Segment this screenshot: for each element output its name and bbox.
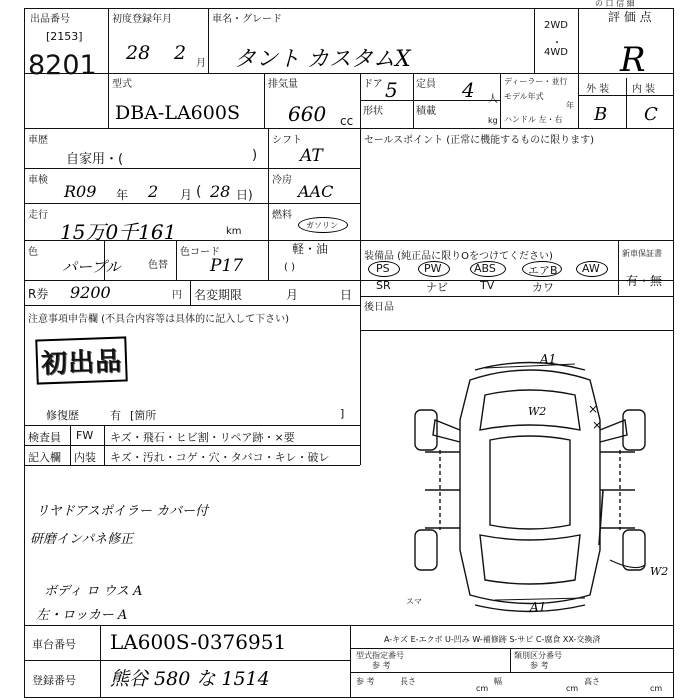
inspection-year-unit: 年: [116, 188, 129, 202]
equip-sr: SR: [376, 279, 391, 292]
recycle-yen: 円: [172, 290, 182, 301]
mileage-unit: km: [226, 226, 242, 237]
inspector-fw: FW: [76, 429, 94, 442]
dim-ref: 参 考: [356, 677, 375, 686]
repair-value: 有: [110, 409, 121, 422]
equip-airbag: エアB: [528, 264, 558, 277]
dim-height-cm: cm: [650, 684, 663, 693]
recycle-label: R券: [28, 287, 49, 301]
damage-legend: A-キズ E-エクボ U-凹み W-補修跡 S-サビ C-腐食 XX-交換済: [384, 635, 601, 644]
dim-length-cm: cm: [476, 684, 489, 693]
mark-w2-bottom: W2: [650, 565, 669, 578]
inspection-era: R09: [64, 182, 97, 201]
doors-label: ドア: [363, 79, 383, 90]
lot-number-label: 出品番号: [30, 14, 70, 25]
reg-label: 登録番号: [32, 674, 76, 687]
handwritten-note-1: リヤドアスポイラー カバー付: [36, 504, 208, 519]
model-year-label: モデル年式: [504, 92, 544, 101]
chassis-label: 車台番号: [32, 638, 76, 651]
color-label: 色: [28, 247, 38, 258]
repair-label: 修復歴: [46, 409, 79, 422]
first-reg-month-unit: 月: [196, 58, 206, 69]
notes-label: 注意事項申告欄 (不具合内容等は具体的に記入して下さい): [28, 314, 289, 325]
inspection-month-unit: 月: [180, 188, 193, 202]
inspector-interior: 内装: [74, 451, 96, 464]
kg-unit: kg: [488, 116, 498, 125]
equip-navi: ナビ: [426, 281, 448, 294]
color-change-label: 色替: [148, 260, 168, 271]
drive-sep: ・: [552, 38, 562, 49]
recycle-value: 9200: [70, 283, 111, 302]
grade-value: R: [620, 40, 646, 80]
equipment-label: 装備品 (純正品に限りOをつけてください): [364, 251, 553, 262]
diagram-small-note: スマ: [406, 597, 422, 606]
displacement-value: 660: [288, 102, 327, 126]
mark-x-2: ×: [592, 418, 603, 432]
top-right-partial: の 口 信 細: [595, 0, 635, 8]
color-code-value: P17: [210, 256, 244, 276]
inspection-day: 28: [210, 182, 231, 201]
shift-value: AT: [300, 146, 323, 166]
interior-label: 内 装: [632, 84, 656, 95]
shape-label: 形状: [363, 106, 383, 117]
first-reg-year: 28: [126, 42, 151, 64]
after-items-label: 後日品: [364, 302, 394, 313]
first-reg-label: 初度登録年月: [112, 14, 172, 25]
chassis-value: LA600S-0376951: [110, 630, 287, 654]
name-change-label: 名変期限: [194, 288, 243, 302]
equip-pw: PW: [424, 262, 442, 275]
car-name-label: 車名・グレード: [212, 14, 282, 25]
fuel-gasoline: ガソリン: [306, 221, 338, 230]
grade-label: 評 価 点: [608, 10, 652, 24]
equip-ps: PS: [376, 262, 390, 275]
capacity-value: 4: [462, 78, 475, 102]
mark-a1-bottom: A1: [530, 600, 547, 614]
equip-aw: AW: [582, 262, 600, 275]
entry-label: 記入欄: [28, 451, 61, 464]
ac-label: 冷房: [272, 175, 292, 186]
first-reg-month: 2: [174, 42, 187, 64]
inspection-label: 車検: [28, 175, 48, 186]
capacity-label: 定員: [416, 79, 436, 90]
sales-point-label: セールスポイント (正常に機能するものに限ります): [364, 135, 595, 146]
inspection-month: 2: [148, 182, 159, 201]
color-value: パープル: [62, 258, 121, 276]
handwritten-note-4: 左・ロッカー A: [36, 608, 128, 623]
interior-value: C: [644, 104, 658, 125]
equip-leather: カワ: [532, 281, 554, 294]
dim-width: 幅: [494, 677, 502, 686]
class-number-label: 類別区分番号: [514, 651, 562, 660]
mileage-label: 走行: [28, 210, 48, 221]
equip-abs: ABS: [474, 262, 496, 275]
inspection-day-open: (: [196, 184, 202, 200]
type-number-label: 型式指定番号: [356, 651, 404, 660]
handwritten-note-3: ボディ ロ ウス A: [44, 584, 143, 599]
inspector-fw-items: キズ・飛石・ヒビ割・リペア跡・×要: [110, 431, 295, 444]
load-label: 積載: [416, 106, 436, 117]
car-damage-diagram: [395, 350, 665, 620]
ac-value: AAC: [298, 182, 334, 201]
model-value: DBA-LA600S: [115, 102, 240, 124]
lot-number-sub: [2153]: [46, 30, 83, 43]
name-change-month: 月: [286, 288, 299, 302]
fuel-label: 燃料: [272, 210, 292, 221]
drive-2wd: 2WD: [544, 20, 568, 31]
type-number-ref: 参 考: [372, 661, 391, 670]
warranty-value: 有・無: [626, 274, 663, 288]
color-code-label: 色コード: [180, 247, 220, 258]
history-value: 自家用・(: [66, 152, 124, 167]
handwritten-note-2: 研磨インパネ修正: [30, 532, 134, 547]
repair-place-open: [箇所: [130, 409, 157, 422]
fuel-paren: ( ): [284, 262, 295, 273]
mark-a1-top: A1: [540, 352, 557, 366]
dim-length: 長さ: [400, 677, 416, 686]
inspection-day-unit: 日): [236, 188, 253, 202]
dealer-label: ディーラー・並行: [504, 77, 568, 86]
car-body-outline: [415, 363, 645, 612]
mileage-value: 15万0千161: [60, 220, 177, 244]
dim-height: 高さ: [584, 677, 600, 686]
first-listing-stamp: 初出品: [35, 336, 128, 384]
equipment-grid: [364, 260, 614, 296]
warranty-label: 新車保証書: [622, 249, 662, 258]
mark-x-1: ×: [588, 402, 599, 416]
doors-value: 5: [385, 78, 398, 102]
displacement-label: 排気量: [268, 79, 298, 90]
shift-label: シフト: [272, 135, 302, 146]
car-name: タント カスタムX: [234, 47, 411, 72]
history-label: 車歴: [28, 135, 48, 146]
exterior-value: B: [594, 104, 608, 125]
model-label: 型式: [112, 79, 132, 90]
person-unit: 人: [488, 94, 498, 105]
dim-width-cm: cm: [566, 684, 579, 693]
lot-number: 8201: [28, 50, 97, 81]
repair-place-close: ]: [340, 407, 345, 420]
year-unit: 年: [566, 101, 574, 110]
drive-4wd: 4WD: [544, 47, 568, 58]
cc-unit: cc: [340, 114, 354, 128]
damage-stroke-right-low: [610, 560, 645, 568]
handle-label: ハンドル 左・右: [504, 115, 563, 124]
mark-w2-right: W2: [528, 405, 547, 418]
class-number-ref: 参 考: [530, 661, 549, 670]
inspector-interior-items: キズ・汚れ・コゲ・穴・タバコ・キレ・破レ: [110, 451, 330, 464]
exterior-label: 外 装: [586, 84, 610, 95]
reg-value: 熊谷 580 な 1514: [110, 668, 270, 690]
fuel-other: 軽・油: [292, 242, 329, 256]
inspector-label: 検査員: [28, 431, 61, 444]
history-close: ): [252, 148, 258, 163]
name-change-day: 日: [340, 288, 353, 302]
equip-tv: TV: [480, 279, 495, 292]
